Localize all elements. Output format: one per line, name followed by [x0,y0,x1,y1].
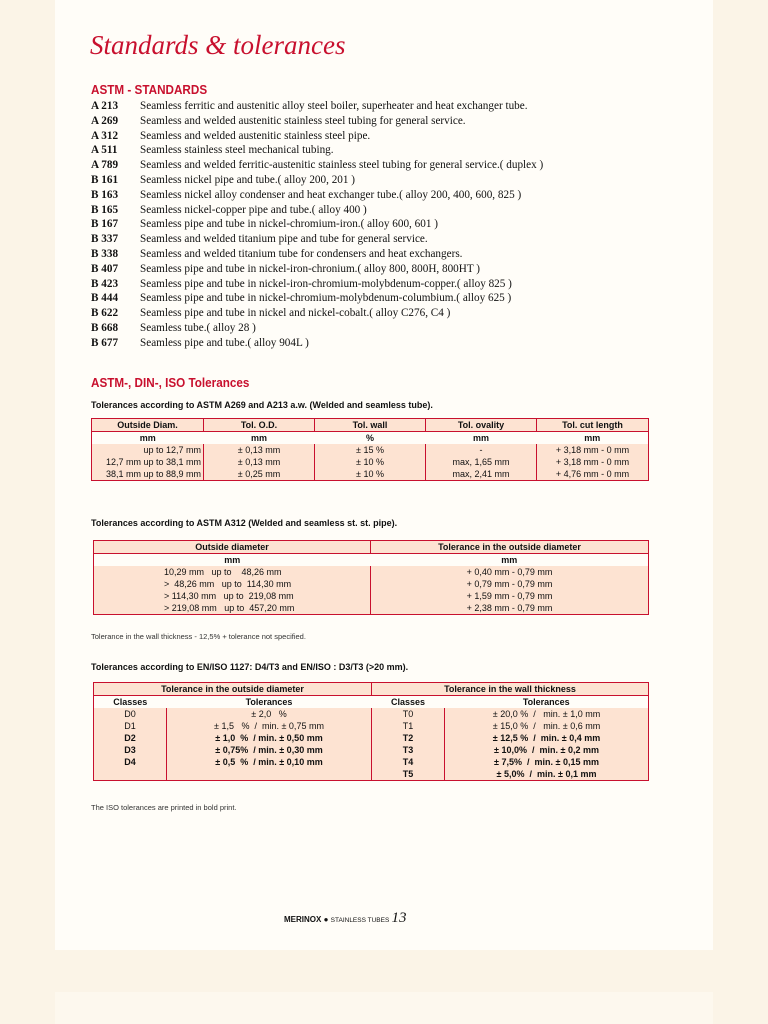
table-row [94,732,649,744]
table-cell: T2 [372,732,445,744]
standard-row [91,129,691,144]
astm-a269-table [91,418,649,481]
table-cell: > 48,26 mm up to 114,30 mm [94,578,371,590]
table-cell [94,768,167,781]
standard-description: Seamless stainless steel mechanical tubing. [140,144,334,157]
standard-row [91,262,691,277]
table-cell: ± 2,0 % [167,708,372,720]
column-subheader: Tolerances [167,696,372,709]
page-footer [284,910,407,927]
unit-label: mm [537,432,649,445]
standards-list [91,99,691,351]
standard-row [91,158,691,173]
standard-row [91,247,691,262]
table-cell: ± 15,0 % / min. ± 0,6 mm [445,720,649,732]
en-iso-1127-table [93,682,649,781]
table-cell: ± 5,0% / min. ± 0,1 mm [445,768,649,781]
table2-caption: Tolerances according to ASTM A312 (Welded and seamless st. st. pipe). [91,518,398,528]
table-cell: - [426,444,537,456]
table-cell: max, 1,65 mm [426,456,537,468]
standard-row [91,114,691,129]
table-cell: ± 15 % [315,444,426,456]
standard-row [91,232,691,247]
table-cell: 10,29 mm up to 48,26 mm [94,566,371,578]
standard-row [91,203,691,218]
table-cell: T5 [372,768,445,781]
table-cell: > 219,08 mm up to 457,20 mm [94,602,371,615]
standard-code: A 213 [91,100,119,112]
next-page-edge [55,992,713,1024]
table-header-row [94,541,649,554]
table-subheader-row [94,696,649,709]
column-subheader: Classes [94,696,167,709]
standard-description: Seamless and welded titanium tube for condensers and heat exchangers. [140,247,463,260]
standard-code: B 423 [91,277,119,290]
table-row [94,768,649,781]
standard-description: Seamless and welded austenitic stainless steel tubing for general service. [140,114,466,127]
standard-description: Seamless pipe and tube in nickel-chromium-iron.( alloy 600, 601 ) [140,218,438,231]
standard-code: B 167 [91,218,119,231]
od-tolerance-header: Tolerance in the outside diameter [94,683,372,696]
table-cell: > 114,30 mm up to 219,08 mm [94,590,371,602]
table-cell: ± 1,5 % / min. ± 0,75 mm [167,720,372,732]
standard-description: Seamless and welded titanium pipe and tube for general service. [140,233,428,246]
table-cell: T4 [372,756,445,768]
column-header: Tol. ovality [426,419,537,432]
column-header: Outside diameter [94,541,371,554]
wall-thickness-note: Tolerance in the wall thickness - 12,5% + tolerance not specified. [91,632,306,641]
table-cell: ± 10,0% / min. ± 0,2 mm [445,744,649,756]
table-cell: D2 [94,732,167,744]
astm-standards-heading: ASTM - STANDARDS [91,82,208,97]
standard-code: B 668 [91,321,119,334]
standard-code: B 337 [91,233,119,246]
unit-label: % [315,432,426,445]
table-cell: 12,7 mm up to 38,1 mm [92,456,204,468]
table-cell: ± 0,5 % / min. ± 0,10 mm [167,756,372,768]
column-header: Tol. cut length [537,419,649,432]
table-cell: ± 0,13 mm [204,444,315,456]
standard-row [91,336,691,351]
table-cell: T3 [372,744,445,756]
table-row [92,468,649,481]
standard-code: B 444 [91,292,119,305]
table-cell: T1 [372,720,445,732]
standard-description: Seamless tube.( alloy 28 ) [140,321,256,334]
table-cell: D0 [94,708,167,720]
standard-description: Seamless pipe and tube in nickel-iron-chronium.( alloy 800, 800H, 800HT ) [140,262,481,275]
table-cell: ± 7,5% / min. ± 0,15 mm [445,756,649,768]
tolerances-heading: ASTM-, DIN-, ISO Tolerances [91,375,250,390]
table-cell: 38,1 mm up to 88,9 mm [92,468,204,481]
unit-label: mm [371,554,649,567]
table-unit-row [92,432,649,445]
standard-description: Seamless nickel pipe and tube.( alloy 200, 201 ) [140,173,355,186]
standard-description: Seamless pipe and tube.( alloy 904L ) [140,336,309,349]
table-cell: ± 0,25 mm [204,468,315,481]
table-row [94,720,649,732]
table-cell: + 3,18 mm - 0 mm [537,444,649,456]
table-cell: ± 0,75% / min. ± 0,30 mm [167,744,372,756]
footer-subtitle: STAINLESS TUBES [330,917,390,924]
standard-row [91,291,691,306]
standard-row [91,321,691,336]
table3-caption: Tolerances according to EN/ISO 1127: D4/T3 and EN/ISO : D3/T3 (>20 mm). [91,662,409,672]
standard-row [91,277,691,292]
standard-row [91,306,691,321]
table-cell: ± 12,5 % / min. ± 0,4 mm [445,732,649,744]
standard-code: B 407 [91,262,119,275]
column-subheader: Classes [372,696,445,709]
bullet-icon: ● [323,915,329,924]
table-header-row [92,419,649,432]
table-row [94,756,649,768]
table1-caption: Tolerances according to ASTM A269 and A213 a.w. (Welded and seamless tube). [91,400,433,410]
standard-description: Seamless pipe and tube in nickel-chromium-molybdenum-columbium.( alloy 625 ) [140,292,512,305]
standard-row [91,173,691,188]
table-cell: ± 20,0 % / min. ± 1,0 mm [445,708,649,720]
standard-code: A 269 [91,114,119,127]
table-unit-row [94,554,649,567]
standard-description: Seamless ferritic and austenitic alloy steel boiler, superheater and heat exchanger tube. [140,100,528,112]
standard-description: Seamless and welded austenitic stainless steel pipe. [140,129,371,142]
brand-name: MERINOX [284,915,322,924]
page-number: 13 [391,910,407,926]
standard-row [91,143,691,158]
table-cell: max, 2,41 mm [426,468,537,481]
standard-row [91,188,691,203]
standard-code: B 165 [91,203,119,216]
table-row [92,444,649,456]
table-cell: + 0,40 mm - 0,79 mm [371,566,649,578]
iso-bold-note: The ISO tolerances are printed in bold print. [91,803,237,812]
table-cell: + 1,59 mm - 0,79 mm [371,590,649,602]
table-row [92,456,649,468]
standard-code: B 622 [91,307,119,320]
standard-code: B 338 [91,247,119,260]
standard-code: B 163 [91,188,119,201]
table-cell: ± 1,0 % / min. ± 0,50 mm [167,732,372,744]
table-cell: T0 [372,708,445,720]
table-row [94,744,649,756]
table-cell: up to 12,7 mm [92,444,204,456]
column-subheader: Tolerances [445,696,649,709]
column-header: Tolerance in the outside diameter [371,541,649,554]
table-cell: ± 0,13 mm [204,456,315,468]
page-title: Standards & tolerances [90,30,346,60]
unit-label: mm [204,432,315,445]
standard-code: A 312 [91,129,119,142]
table-row [94,578,649,590]
unit-label: mm [94,554,371,567]
standard-code: A 511 [91,144,118,157]
unit-label: mm [92,432,204,445]
table-cell: + 4,76 mm - 0 mm [537,468,649,481]
astm-a312-table [93,540,649,615]
standard-row [91,99,691,114]
standard-description: Seamless pipe and tube in nickel-iron-chromium-molybdenum-copper.( alloy 825 ) [140,277,512,290]
table-row [94,708,649,720]
standard-description: Seamless nickel-copper pipe and tube.( alloy 400 ) [140,203,367,216]
standard-description: Seamless and welded ferritic-austenitic stainless steel tubing for general service.( duplex ) [140,159,544,172]
table-row [94,590,649,602]
table-cell: + 2,38 mm - 0,79 mm [371,602,649,615]
table-row [94,602,649,615]
table-cell: ± 10 % [315,456,426,468]
wall-tolerance-header: Tolerance in the wall thickness [372,683,649,696]
standard-code: B 161 [91,173,119,186]
table-cell: + 0,79 mm - 0,79 mm [371,578,649,590]
table-cell: ± 10 % [315,468,426,481]
standard-code: A 789 [91,159,119,172]
table-cell: D3 [94,744,167,756]
table-cell: D4 [94,756,167,768]
table-row [94,566,649,578]
unit-label: mm [426,432,537,445]
table-group-header-row [94,683,649,696]
column-header: Tol. O.D. [204,419,315,432]
table-cell [167,768,372,781]
standard-description: Seamless pipe and tube in nickel and nickel-cobalt.( alloy C276, C4 ) [140,307,451,320]
standard-code: B 677 [91,336,119,349]
table-cell: D1 [94,720,167,732]
standard-row [91,217,691,232]
standard-description: Seamless nickel alloy condenser and heat exchanger tube.( alloy 200, 400, 600, 825 ) [140,188,522,201]
table-cell: + 3,18 mm - 0 mm [537,456,649,468]
column-header: Outside Diam. [92,419,204,432]
column-header: Tol. wall [315,419,426,432]
